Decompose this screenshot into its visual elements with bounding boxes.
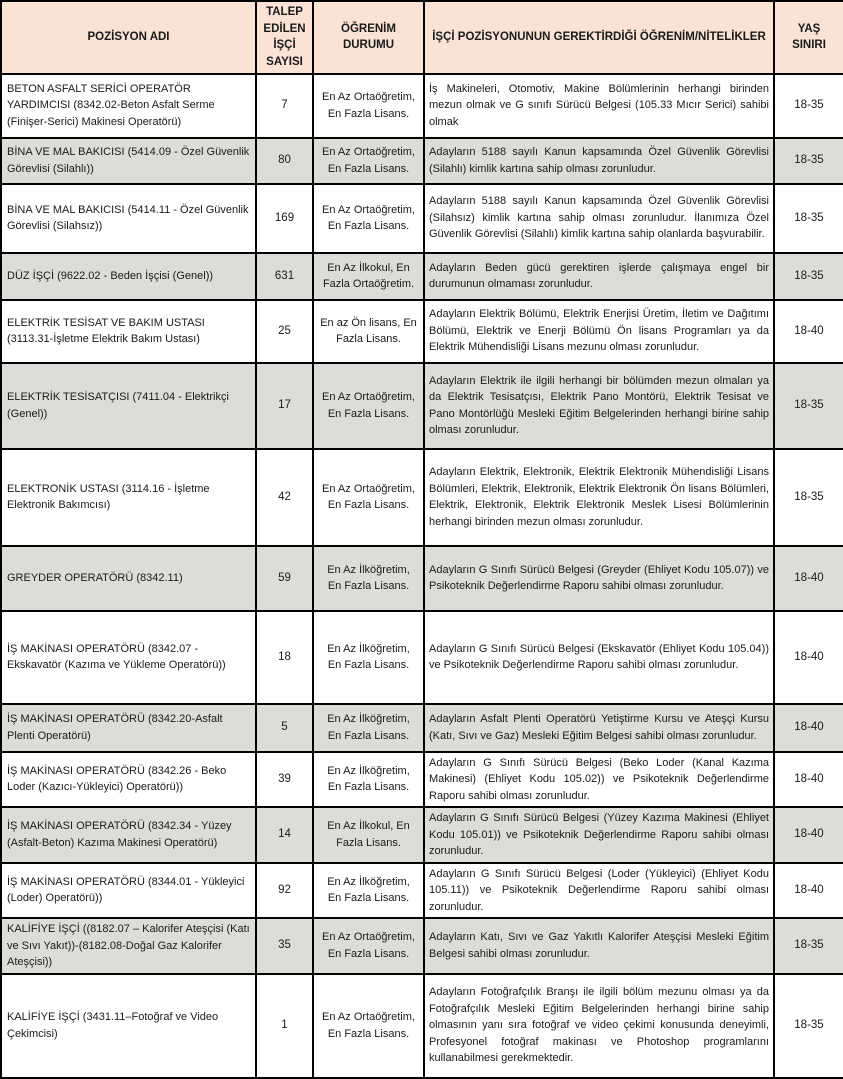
age-limit-cell: 18-40 bbox=[774, 863, 843, 919]
position-name-cell: ELEKTRİK TESİSAT VE BAKIM USTASI (3113.31-İşletme Elektrik Bakım Ustası) bbox=[1, 300, 256, 363]
requested-worker-count-cell: 35 bbox=[256, 918, 313, 974]
required-qualifications-cell: Adayların Fotoğrafçılık Branşı ile ilgili bölüm mezunu olması ya da Fotoğrafçılık Mesleki Eğitim Belgelerinden herhangi birine sahip olmasının yanı sıra fotoğraf ve video çekimi konusunda deneyimli, Profesyonel fotoğraf makinası ve Photoshop programlarını kullanabilmesi gerekmektedir. bbox=[424, 974, 774, 1078]
position-name-cell: BİNA VE MAL BAKICISI (5414.09 - Özel Güvenlik Görevlisi (Silahlı)) bbox=[1, 138, 256, 184]
required-qualifications-cell: Adayların Katı, Sıvı ve Gaz Yakıtlı Kalorifer Ateşçisi Mesleki Eğitim Belgesi sahibi olması zorunludur. bbox=[424, 918, 774, 974]
column-header-position-name: POZİSYON ADI bbox=[1, 1, 256, 74]
table-row bbox=[1, 918, 843, 974]
position-name-cell: İŞ MAKİNASI OPERATÖRÜ (8342.07 - Ekskavatör (Kazıma ve Yükleme Operatörü)) bbox=[1, 611, 256, 704]
age-limit-cell: 18-35 bbox=[774, 74, 843, 138]
required-qualifications-cell: Adayların Elektrik, Elektronik, Elektrik Elektronik Mühendisliği Lisans Bölümleri, Elektrik, Elektronik, Elektrik Elektronik Ön lisans Bölümleri, Elektrik, Elektronik, Elektrik Elektronik Meslek Lisesi Bölümlerinin herhangi birinden mezun olması zorunludur. bbox=[424, 449, 774, 546]
requested-worker-count-cell: 169 bbox=[256, 184, 313, 253]
position-name-cell: İŞ MAKİNASI OPERATÖRÜ (8342.26 - Beko Loder (Kazıcı-Yükleyici) Operatörü)) bbox=[1, 752, 256, 808]
requested-worker-count-cell: 17 bbox=[256, 363, 313, 449]
requested-worker-count-cell: 39 bbox=[256, 752, 313, 808]
age-limit-cell: 18-40 bbox=[774, 611, 843, 704]
table-header bbox=[1, 1, 843, 74]
table-row bbox=[1, 363, 843, 449]
required-qualifications-cell: Adayların Elektrik Bölümü, Elektrik Enerjisi Üretim, İletim ve Dağıtımı Bölümü, Elektrik ve Enerji Bölümü Ön lisans Programları ya da Elektrik Mühendisliği Lisans mezunu olması zorunludur. bbox=[424, 300, 774, 363]
age-limit-cell: 18-35 bbox=[774, 974, 843, 1078]
required-qualifications-cell: Adayların Elektrik ile ilgili herhangi bir bölümden mezun olmaları ya da Elektrik Tesisatçısı, Elektrik Pano Montörü, Elektrik Tesisat ve Pano Montörlüğü Mesleki Eğitim Belgelerinden herhangi birine sahip olması zorunludur. bbox=[424, 363, 774, 449]
age-limit-cell: 18-35 bbox=[774, 363, 843, 449]
age-limit-cell: 18-40 bbox=[774, 752, 843, 808]
table-row bbox=[1, 138, 843, 184]
education-status-cell: En Az Ortaöğretim, En Fazla Lisans. bbox=[313, 363, 424, 449]
education-status-cell: En Az İlköğretim, En Fazla Lisans. bbox=[313, 863, 424, 919]
requested-worker-count-cell: 42 bbox=[256, 449, 313, 546]
education-status-cell: En Az İlkokul, En Fazla Lisans. bbox=[313, 807, 424, 863]
requested-worker-count-cell: 7 bbox=[256, 74, 313, 138]
education-status-cell: En Az Ortaöğretim, En Fazla Lisans. bbox=[313, 918, 424, 974]
requested-worker-count-cell: 631 bbox=[256, 253, 313, 300]
required-qualifications-cell: Adayların Beden gücü gerektiren işlerde çalışmaya engel bir durumunun olmaması zorunludur. bbox=[424, 253, 774, 300]
education-status-cell: En Az İlköğretim, En Fazla Lisans. bbox=[313, 752, 424, 808]
position-name-cell: KALİFİYE İŞÇİ ((8182.07 – Kalorifer Ateşçisi (Katı ve Sıvı Yakıt))-(8182.08-Doğal Gaz Kalorifer Ateşçisi)) bbox=[1, 918, 256, 974]
required-qualifications-cell: Adayların G Sınıfı Sürücü Belgesi (Yüzey Kazıma Makinesi (Ehliyet Kodu 105.01)) ve Psikoteknik Değerlendirme Raporu sahibi olması zorunludur. bbox=[424, 807, 774, 863]
education-status-cell: En az Ön lisans, En Fazla Lisans. bbox=[313, 300, 424, 363]
column-header-requested-worker-count: TALEP EDİLEN İŞÇİ SAYISI bbox=[256, 1, 313, 74]
age-limit-cell: 18-35 bbox=[774, 138, 843, 184]
required-qualifications-cell: Adayların Asfalt Plenti Operatörü Yetiştirme Kursu ve Ateşçi Kursu (Katı, Sıvı ve Gaz) Mesleki Eğitim Belgesi sahibi olması zorunludur. bbox=[424, 704, 774, 752]
required-qualifications-cell: Adayların 5188 sayılı Kanun kapsamında Özel Güvenlik Görevlisi (Silahlı) kimlik kartına sahip olması zorunludur. bbox=[424, 138, 774, 184]
education-status-cell: En Az Ortaöğretim, En Fazla Lisans. bbox=[313, 974, 424, 1078]
requested-worker-count-cell: 14 bbox=[256, 807, 313, 863]
position-name-cell: BETON ASFALT SERİCİ OPERATÖR YARDIMCISI (8342.02-Beton Asfalt Serme (Finişer-Serici) Makinesi Operatörü) bbox=[1, 74, 256, 138]
education-status-cell: En Az İlköğretim, En Fazla Lisans. bbox=[313, 546, 424, 611]
required-qualifications-cell: Adayların G Sınıfı Sürücü Belgesi (Ekskavatör (Ehliyet Kodu 105.04)) ve Psikoteknik Değerlendirme Raporu sahibi olması zorunludur. bbox=[424, 611, 774, 704]
header-row bbox=[1, 1, 843, 74]
table-row bbox=[1, 546, 843, 611]
table-row bbox=[1, 752, 843, 808]
age-limit-cell: 18-40 bbox=[774, 704, 843, 752]
education-status-cell: En Az İlkokul, En Fazla Ortaöğretim. bbox=[313, 253, 424, 300]
education-status-cell: En Az Ortaöğretim, En Fazla Lisans. bbox=[313, 184, 424, 253]
column-header-required-qualifications: İŞÇİ POZİSYONUNUN GEREKTİRDİĞİ ÖĞRENİM/NİTELİKLER bbox=[424, 1, 774, 74]
requested-worker-count-cell: 5 bbox=[256, 704, 313, 752]
age-limit-cell: 18-35 bbox=[774, 918, 843, 974]
position-name-cell: BİNA VE MAL BAKICISI (5414.11 - Özel Güvenlik Görevlisi (Silahsız)) bbox=[1, 184, 256, 253]
position-name-cell: GREYDER OPERATÖRÜ (8342.11) bbox=[1, 546, 256, 611]
requested-worker-count-cell: 80 bbox=[256, 138, 313, 184]
requested-worker-count-cell: 59 bbox=[256, 546, 313, 611]
education-status-cell: En Az Ortaöğretim, En Fazla Lisans. bbox=[313, 74, 424, 138]
age-limit-cell: 18-35 bbox=[774, 449, 843, 546]
required-qualifications-cell: İş Makineleri, Otomotiv, Makine Bölümlerinin herhangi birinden mezun olmak ve G sınıfı Sürücü Belgesi (105.33 Mıcır Serici) sahibi olmak bbox=[424, 74, 774, 138]
position-name-cell: İŞ MAKİNASI OPERATÖRÜ (8342.20-Asfalt Plenti Operatörü) bbox=[1, 704, 256, 752]
requested-worker-count-cell: 92 bbox=[256, 863, 313, 919]
table-row bbox=[1, 300, 843, 363]
table-row bbox=[1, 863, 843, 919]
requested-worker-count-cell: 1 bbox=[256, 974, 313, 1078]
requested-worker-count-cell: 18 bbox=[256, 611, 313, 704]
table-body bbox=[1, 74, 843, 1078]
table-row bbox=[1, 974, 843, 1078]
required-qualifications-cell: Adayların G Sınıfı Sürücü Belgesi (Greyder (Ehliyet Kodu 105.07)) ve Psikoteknik Değerlendirme Raporu sahibi olması zorunludur. bbox=[424, 546, 774, 611]
education-status-cell: En Az Ortaöğretim, En Fazla Lisans. bbox=[313, 138, 424, 184]
column-header-age-limit: YAŞ SINIRI bbox=[774, 1, 843, 74]
table-row bbox=[1, 449, 843, 546]
table-row bbox=[1, 253, 843, 300]
position-name-cell: İŞ MAKİNASI OPERATÖRÜ (8342.34 - Yüzey (Asfalt-Beton) Kazıma Makinesi Operatörü) bbox=[1, 807, 256, 863]
column-header-education-status: ÖĞRENİM DURUMU bbox=[313, 1, 424, 74]
table-row bbox=[1, 74, 843, 138]
age-limit-cell: 18-40 bbox=[774, 546, 843, 611]
position-name-cell: ELEKTRONİK USTASI (3114.16 - İşletme Elektronik Bakımcısı) bbox=[1, 449, 256, 546]
table-row bbox=[1, 184, 843, 253]
education-status-cell: En Az İlköğretim, En Fazla Lisans. bbox=[313, 611, 424, 704]
table-row bbox=[1, 807, 843, 863]
required-qualifications-cell: Adayların G Sınıfı Sürücü Belgesi (Beko Loder (Kanal Kazıma Makinesi) (Ehliyet Kodu 105.02)) ve Psikoteknik Değerlendirme Raporu sahibi olması zorunludur. bbox=[424, 752, 774, 808]
required-qualifications-cell: Adayların G Sınıfı Sürücü Belgesi (Loder (Yükleyici) (Ehliyet Kodu 105.11)) ve Psikoteknik Değerlendirme Raporu sahibi olması zorunludur. bbox=[424, 863, 774, 919]
education-status-cell: En Az Ortaöğretim, En Fazla Lisans. bbox=[313, 449, 424, 546]
position-name-cell: DÜZ İŞÇİ (9622.02 - Beden İşçisi (Genel)) bbox=[1, 253, 256, 300]
position-name-cell: İŞ MAKİNASI OPERATÖRÜ (8344.01 - Yükleyici (Loder) Operatörü)) bbox=[1, 863, 256, 919]
position-name-cell: KALİFİYE İŞÇİ (3431.11–Fotoğraf ve Video Çekimcisi) bbox=[1, 974, 256, 1078]
age-limit-cell: 18-40 bbox=[774, 807, 843, 863]
age-limit-cell: 18-35 bbox=[774, 184, 843, 253]
position-name-cell: ELEKTRİK TESİSATÇISI (7411.04 - Elektrikçi (Genel)) bbox=[1, 363, 256, 449]
age-limit-cell: 18-40 bbox=[774, 300, 843, 363]
education-status-cell: En Az İlköğretim, En Fazla Lisans. bbox=[313, 704, 424, 752]
required-qualifications-cell: Adayların 5188 sayılı Kanun kapsamında Özel Güvenlik Görevlisi (Silahsız) kimlik kartına sahip olması zorunludur. İlanımıza Özel Güvenlik Görevlisi (Silahlı) kimlik kartına sahip olanlarda başvurabilir. bbox=[424, 184, 774, 253]
requested-worker-count-cell: 25 bbox=[256, 300, 313, 363]
table-row bbox=[1, 611, 843, 704]
table-row bbox=[1, 704, 843, 752]
age-limit-cell: 18-35 bbox=[774, 253, 843, 300]
